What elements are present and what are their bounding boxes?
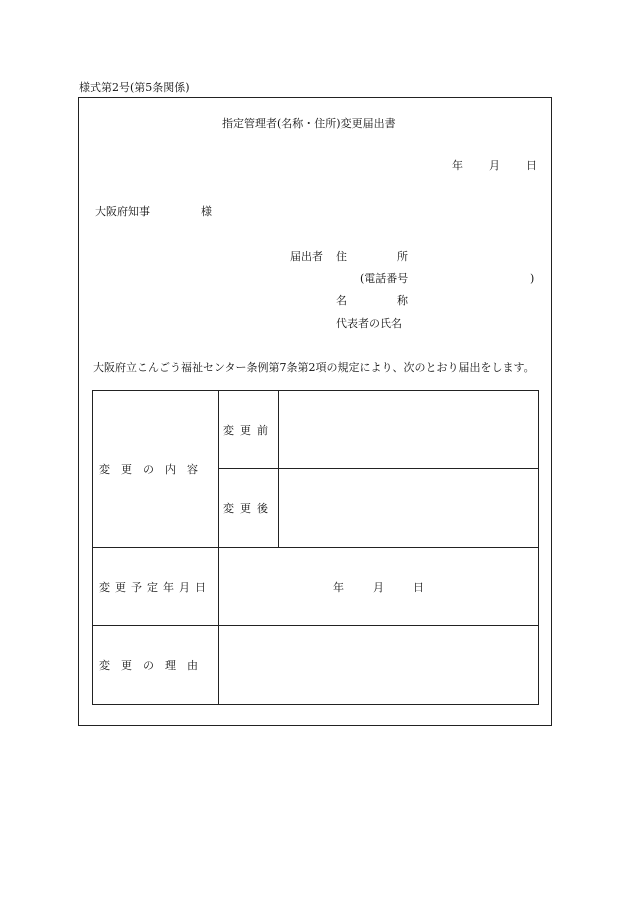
before-field[interactable] (279, 391, 539, 469)
after-field[interactable] (279, 469, 539, 548)
before-label: 変更前 (219, 391, 279, 469)
phone-close: ) (530, 272, 535, 285)
planned-date-label: 変更予定年月日 (93, 548, 219, 626)
address-label-2: 所 (397, 250, 408, 263)
date-month: 月 (489, 159, 500, 172)
form-number: 様式第2号(第5条関係) (79, 81, 190, 94)
applicant-label: 届出者 (290, 250, 323, 263)
phone-label: (電話番号 (360, 272, 409, 285)
date-day: 日 (526, 159, 537, 172)
planned-date-field[interactable] (219, 548, 539, 626)
reason-field[interactable] (219, 626, 539, 705)
body-text: 大阪府立こんごう福祉センター条例第7条第2項の規定により、次のとおり届出をします。 (93, 361, 535, 374)
planned-month: 月 (373, 580, 384, 594)
reason-label: 変更の理由 (93, 626, 219, 705)
document-title: 指定管理者(名称・住所)変更届出書 (222, 117, 396, 130)
addressee-name: 大阪府知事 (95, 205, 150, 218)
address-label-1: 住 (336, 250, 347, 263)
change-content-label: 変更の内容 (93, 391, 219, 548)
name-label-1: 名 (336, 294, 347, 307)
date-year: 年 (452, 159, 463, 172)
representative-label: 代表者の氏名 (336, 317, 402, 330)
planned-day: 日 (413, 580, 424, 594)
name-label-2: 称 (397, 294, 408, 307)
addressee-honorific: 様 (201, 205, 212, 218)
after-label: 変更後 (219, 469, 279, 548)
planned-year: 年 (333, 580, 344, 594)
change-table (92, 390, 539, 705)
